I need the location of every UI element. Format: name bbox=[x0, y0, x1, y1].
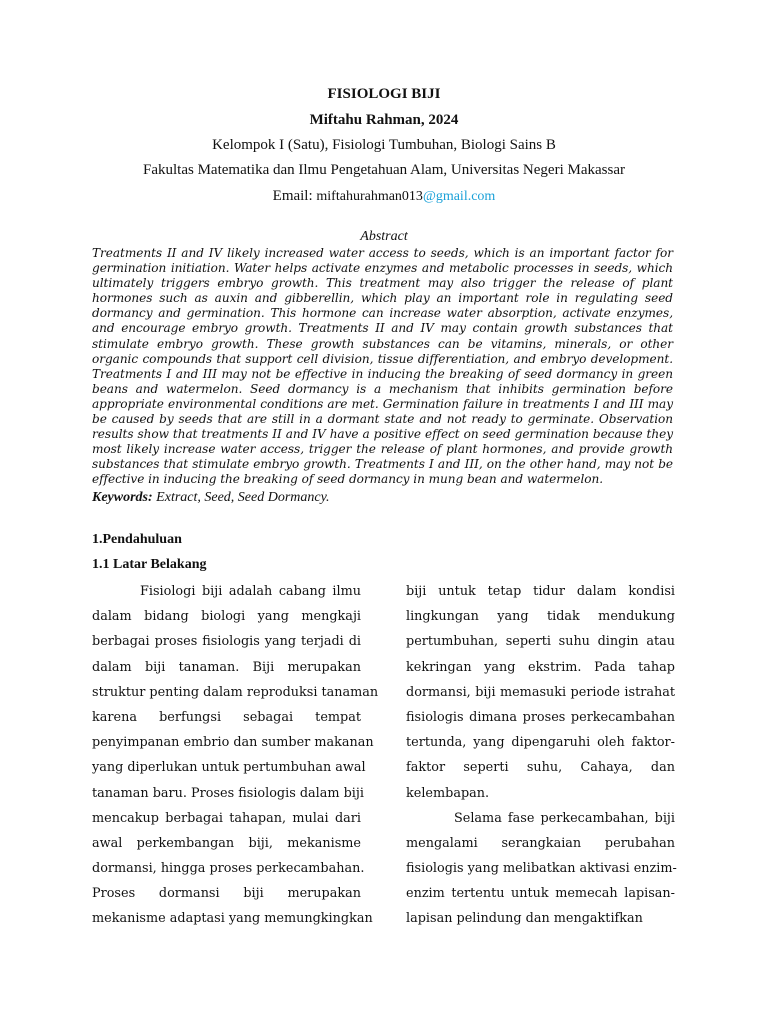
paper-author: Miftahu Rahman, 2024 bbox=[309, 112, 459, 128]
text-line: dormansi, hingga proses perkecambahan. bbox=[92, 861, 365, 877]
body-column-left bbox=[92, 579, 379, 932]
text-line: karena berfungsi sebagai tempat bbox=[92, 709, 361, 725]
text-line: tanaman baru. Proses fisiologis dalam biji bbox=[92, 785, 364, 801]
abstract-text: Treatments II and IV likely increased water access to seeds, which is an important factor for germination initiation. Water helps activate enzymes and metabolic processes in seeds, which ultimately triggers embryo growth. This treatment may also trigger the release of plant hormones such as auxin and gibberellin, which play an important role in regulating seed dormancy and germination. This hormone can increase water absorption, activate enzymes, and encourage embryo growth. Treatments II and IV may contain growth substances that stimulate embryo growth. These growth substances can be vitamins, minerals, or other organic compounds that support cell division, tissue differentiation, and embryo development. Treatments I and III may not be effective in inducing the breaking of seed dormancy in green beans and watermelon. Seed dormancy is a mechanism that inhibits germination before appropriate environmental conditions are met. Germination failure in treatments I and III may be caused by seeds that are still in a dormant state and not ready to germinate. Observation results show that treatments II and IV have a positive effect on seed germination because they most likely increase water access, trigger the release of plant hormones, and provide growth substances that stimulate embryo growth. Treatments I and III, on the other hand, may not be effective in inducing the breaking of seed dormancy in mung bean and watermelon. bbox=[92, 246, 673, 487]
text-line: penyimpanan embrio dan sumber makanan bbox=[92, 735, 374, 751]
text-line: tertunda, yang dipengaruhi oleh faktor- bbox=[406, 735, 675, 751]
text-line: dalam bidang biologi yang mengkaji bbox=[92, 609, 361, 625]
text-line: faktor seperti suhu, Cahaya, dan bbox=[406, 760, 675, 776]
text-line: biji untuk tetap tidur dalam kondisi bbox=[406, 584, 675, 599]
paper-title: FISIOLOGI BIJI bbox=[327, 86, 441, 102]
text-line: lingkungan yang tidak mendukung bbox=[406, 609, 675, 625]
text-line: awal perkembangan biji, mekanisme bbox=[92, 835, 361, 851]
text-line: kelembapan. bbox=[406, 785, 490, 801]
author-email bbox=[0, 188, 768, 205]
text-line: dalam biji tanaman. Biji merupakan bbox=[92, 659, 361, 675]
author-affiliation-faculty: Fakultas Matematika dan Ilmu Pengetahuan Alam, Universitas Negeri Makassar bbox=[143, 162, 625, 178]
text-line: Fisiologi biji adalah cabang ilmu bbox=[140, 584, 361, 599]
email-domain-link[interactable]: @gmail.com bbox=[422, 189, 496, 204]
email-local-part: miftahurahman013 bbox=[316, 189, 423, 204]
subsection-heading-latar-belakang: 1.1 Latar Belakang bbox=[92, 557, 207, 572]
abstract-heading: Abstract bbox=[360, 229, 408, 244]
body-column-right bbox=[406, 579, 675, 932]
text-line: lapisan pelindung dan mengaktifkan bbox=[406, 911, 643, 927]
text-line: mencakup berbagai tahapan, mulai dari bbox=[92, 810, 361, 826]
author-affiliation-group: Kelompok I (Satu), Fisiologi Tumbuhan, Biologi Sains B bbox=[212, 137, 556, 153]
text-line: kekringan yang ekstrim. Pada tahap bbox=[406, 659, 675, 675]
keywords-label: Keywords: bbox=[92, 490, 153, 505]
keywords bbox=[92, 490, 673, 506]
keywords-list: Extract, Seed, Seed Dormancy. bbox=[152, 490, 330, 505]
text-line: Selama fase perkecambahan, biji bbox=[454, 810, 675, 826]
text-line: yang diperlukan untuk pertumbuhan awal bbox=[92, 760, 366, 776]
text-line: Proses dormansi biji merupakan bbox=[92, 886, 361, 902]
text-line: dormansi, biji memasuki periode istrahat bbox=[406, 684, 675, 700]
text-line: pertumbuhan, seperti suhu dingin atau bbox=[406, 634, 675, 650]
text-line: struktur penting dalam reproduksi tanaman bbox=[92, 684, 379, 700]
section-heading-pendahuluan: 1.Pendahuluan bbox=[92, 532, 182, 547]
email-label: Email: bbox=[272, 188, 317, 204]
text-line: fisiologis yang melibatkan aktivasi enzim- bbox=[406, 861, 677, 877]
text-line: mengalami serangkaian perubahan bbox=[406, 835, 675, 851]
text-line: enzim tertentu untuk memecah lapisan- bbox=[406, 886, 675, 902]
text-line: mekanisme adaptasi yang memungkingkan bbox=[92, 911, 373, 927]
text-line: berbagai proses fisiologis yang terjadi di bbox=[92, 634, 361, 650]
text-line: fisiologis dimana proses perkecambahan bbox=[406, 709, 675, 725]
